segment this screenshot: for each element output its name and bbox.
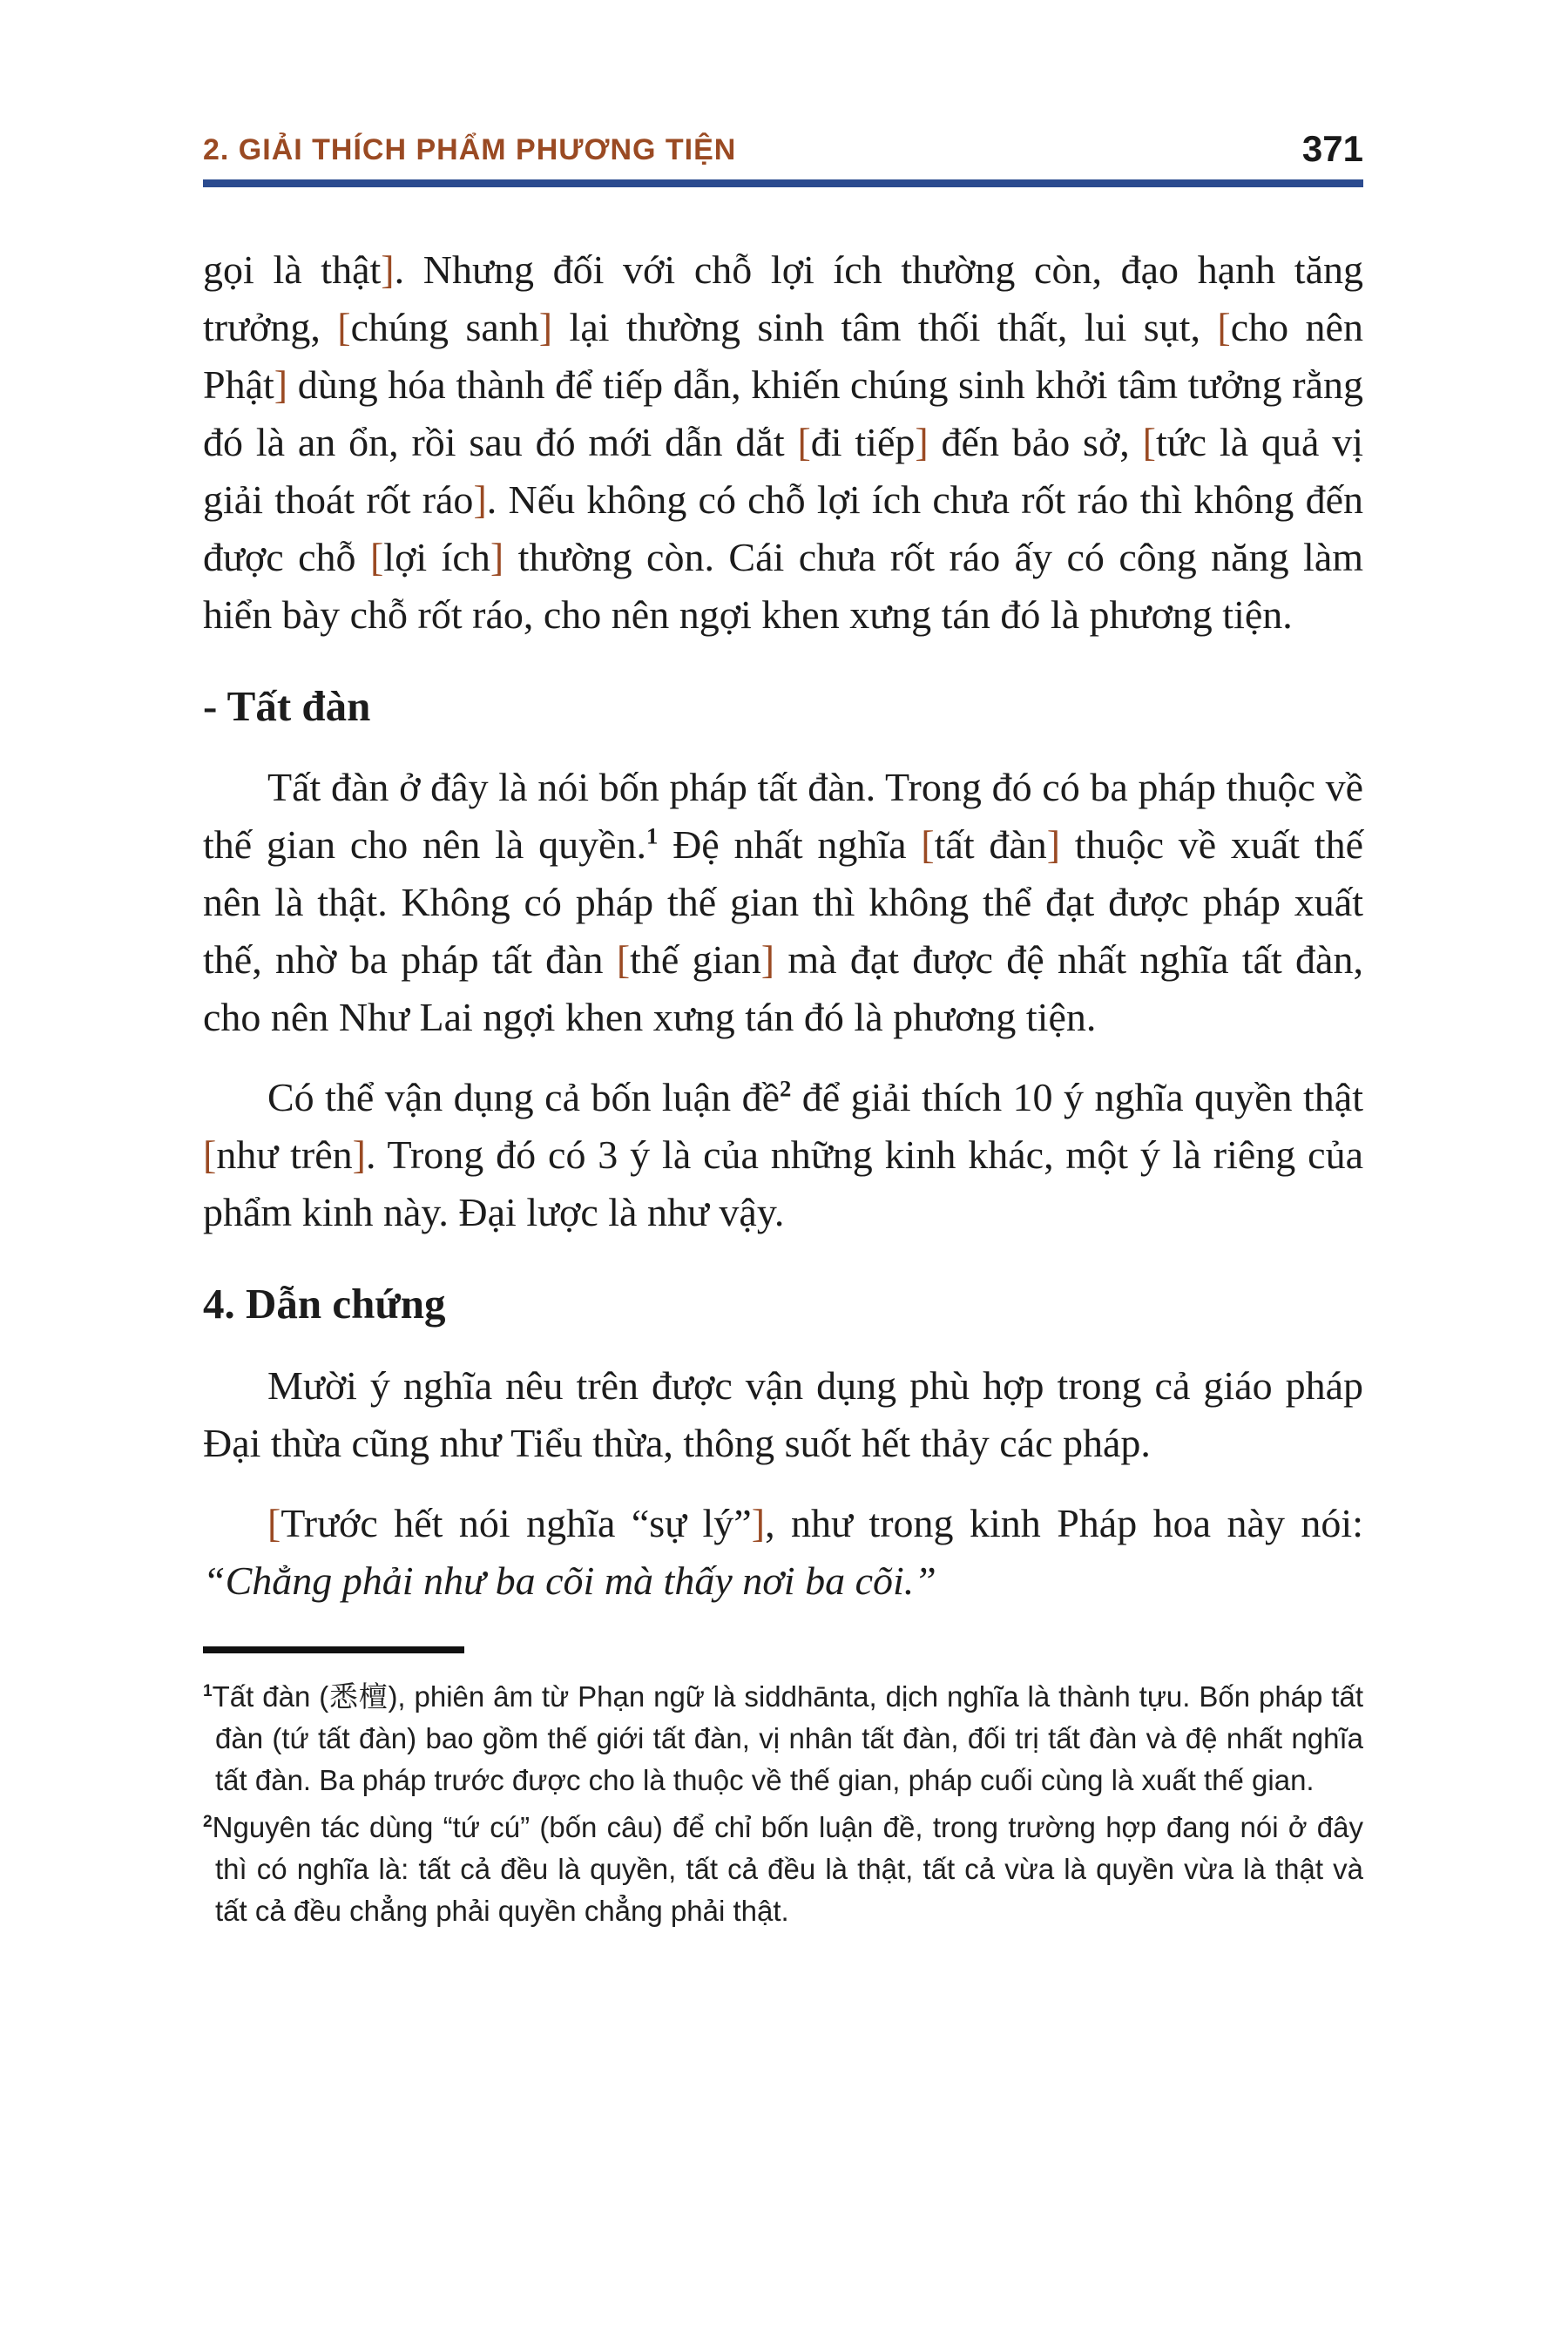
text-run-bracket: ] xyxy=(1046,822,1061,868)
text-run: đến bảo sở, xyxy=(928,420,1143,464)
text-run: . Trong đó có 3 ý là của những kinh khác, một ý là riêng của phẩm kinh này. Đại lược là như vậy. xyxy=(203,1132,1363,1235)
text-run: để giải thích 10 ý nghĩa quyền thật xyxy=(791,1075,1363,1120)
heading-tat-dan: - Tất đàn xyxy=(203,682,371,730)
text-run-bracket: ] xyxy=(352,1132,366,1178)
text-run: tức là quả vị giải thoát rốt ráo xyxy=(203,420,1363,522)
text-run: thuộc về xuất thế nên là thật. Không có pháp thế gian thì không thể đạt được pháp xuất thế, nhờ ba pháp tất đàn xyxy=(203,822,1364,983)
paragraph-tat-dan-1 xyxy=(203,759,1363,1046)
text-run: Nguyên tác dùng “tứ cú” (bốn câu) để chỉ bốn luận đề, trong trường hợp đang nói ở đây thì có nghĩa là: tất cả đều là quyền, tất cả đều là thật, tất cả vừa là quyền vừa là thật và tất cả đều chẳng phải quyền chẳng phải thật. xyxy=(212,1810,1363,1927)
footnote-1 xyxy=(203,1676,1363,1801)
text-run: như trên xyxy=(216,1132,353,1178)
text-run-bracket: [ xyxy=(1217,305,1231,349)
text-run-bracket: [ xyxy=(369,535,384,579)
text-run-bracket: ] xyxy=(538,305,553,349)
text-run-sup: 1 xyxy=(646,823,659,850)
text-run: gọi là thật xyxy=(203,247,382,292)
running-header xyxy=(203,128,1363,169)
footnote-2 xyxy=(203,1807,1363,1932)
text-run-bracket: ] xyxy=(760,937,775,983)
text-run-bracket: ] xyxy=(490,535,504,579)
text-run-sup: 1 xyxy=(203,1681,213,1700)
text-run-bracket: ] xyxy=(381,247,395,292)
text-run: Trước hết nói nghĩa “sự lý” xyxy=(280,1500,752,1545)
text-run-bracket: [ xyxy=(1142,420,1156,464)
body-text xyxy=(203,241,1363,1610)
text-run: cho nên Phật xyxy=(203,305,1363,407)
text-run: , như trong kinh Pháp hoa này nói: xyxy=(765,1500,1363,1545)
text-run: thường còn. Cái chưa rốt ráo ấy có công năng làm hiển bày chỗ rốt ráo, cho nên ngợi khen xưng tán đó là phương tiện. xyxy=(203,535,1364,637)
text-run-bracket: [ xyxy=(267,1500,281,1545)
text-run-bracket: [ xyxy=(921,822,935,868)
text-run: đi tiếp xyxy=(810,420,916,464)
text-run: chúng sanh xyxy=(350,305,539,349)
text-run: Tất đàn ở đây là nói bốn pháp tất đàn. Trong đó có ba pháp thuộc về thế gian cho nên là quyền. xyxy=(203,765,1363,868)
text-run-bracket: [ xyxy=(337,305,351,349)
text-run-bracket: [ xyxy=(203,1132,217,1178)
text-run: lại thường sinh tâm thối thất, lui sụt, xyxy=(552,305,1218,349)
text-run: . Nếu không có chỗ lợi ích chưa rốt ráo thì không đến được chỗ xyxy=(203,477,1363,579)
paragraph-dan-chung-1 xyxy=(203,1357,1363,1472)
text-run: thế gian xyxy=(630,937,761,983)
text-run: lợi ích xyxy=(383,535,490,579)
text-run-italic: “Chẳng phải như ba cõi mà thấy nơi ba cõi.” xyxy=(203,1558,936,1603)
text-run-bracket: ] xyxy=(751,1500,766,1545)
text-run-bracket: [ xyxy=(797,420,811,464)
page-number: 371 xyxy=(1301,128,1363,169)
footnote-separator xyxy=(203,1646,464,1653)
text-run-sup: 2 xyxy=(203,1812,213,1831)
text-run-bracket: ] xyxy=(274,362,288,407)
text-run: Tất đàn (悉檀), phiên âm từ Phạn ngữ là siddhānta, dịch nghĩa là thành tựu. Bốn pháp tất đàn (tứ tất đàn) bao gồm thế giới tất đàn, vị nhân tất đàn, đối trị tất đàn và đệ nhất nghĩa tất đàn. Ba pháp trước được cho là thuộc về thế gian, pháp cuối cùng là xuất thế gian. xyxy=(212,1680,1363,1796)
paragraph-continuation xyxy=(203,241,1363,644)
text-run: . Nhưng đối với chỗ lợi ích thường còn, đạo hạnh tăng trưởng, xyxy=(203,247,1363,349)
text-run: Có thể vận dụng cả bốn luận đề xyxy=(267,1075,780,1120)
text-run: Mười ý nghĩa nêu trên được vận dụng phù hợp trong cả giáo pháp Đại thừa cũng như Tiểu thừa, thông suốt hết thảy các pháp. xyxy=(203,1362,1363,1465)
heading-dan-chung: 4. Dẫn chứng xyxy=(203,1280,446,1328)
text-run: mà đạt được đệ nhất nghĩa tất đàn, cho nên Như Lai ngợi khen xưng tán đó là phương tiện. xyxy=(203,937,1363,1040)
section-title: 2. GIẢI THÍCH PHẨM PHƯƠNG TIỆN xyxy=(203,133,737,166)
paragraph-dan-chung-2 xyxy=(203,1495,1363,1610)
text-run: dùng hóa thành để tiếp dẫn, khiến chúng sinh khởi tâm tưởng rằng đó là an ổn, rồi sau đó mới dẫn dắt xyxy=(203,362,1363,464)
header-rule xyxy=(203,179,1363,187)
text-run-bracket: ] xyxy=(915,420,929,464)
text-run: Đệ nhất nghĩa xyxy=(658,822,922,868)
paragraph-tat-dan-2 xyxy=(203,1069,1363,1241)
text-run-bracket: [ xyxy=(616,937,631,983)
footnotes-block xyxy=(203,1646,1363,1932)
text-run: tất đàn xyxy=(934,822,1047,868)
text-run-sup: 2 xyxy=(779,1076,792,1103)
text-run-bracket: ] xyxy=(473,477,487,522)
